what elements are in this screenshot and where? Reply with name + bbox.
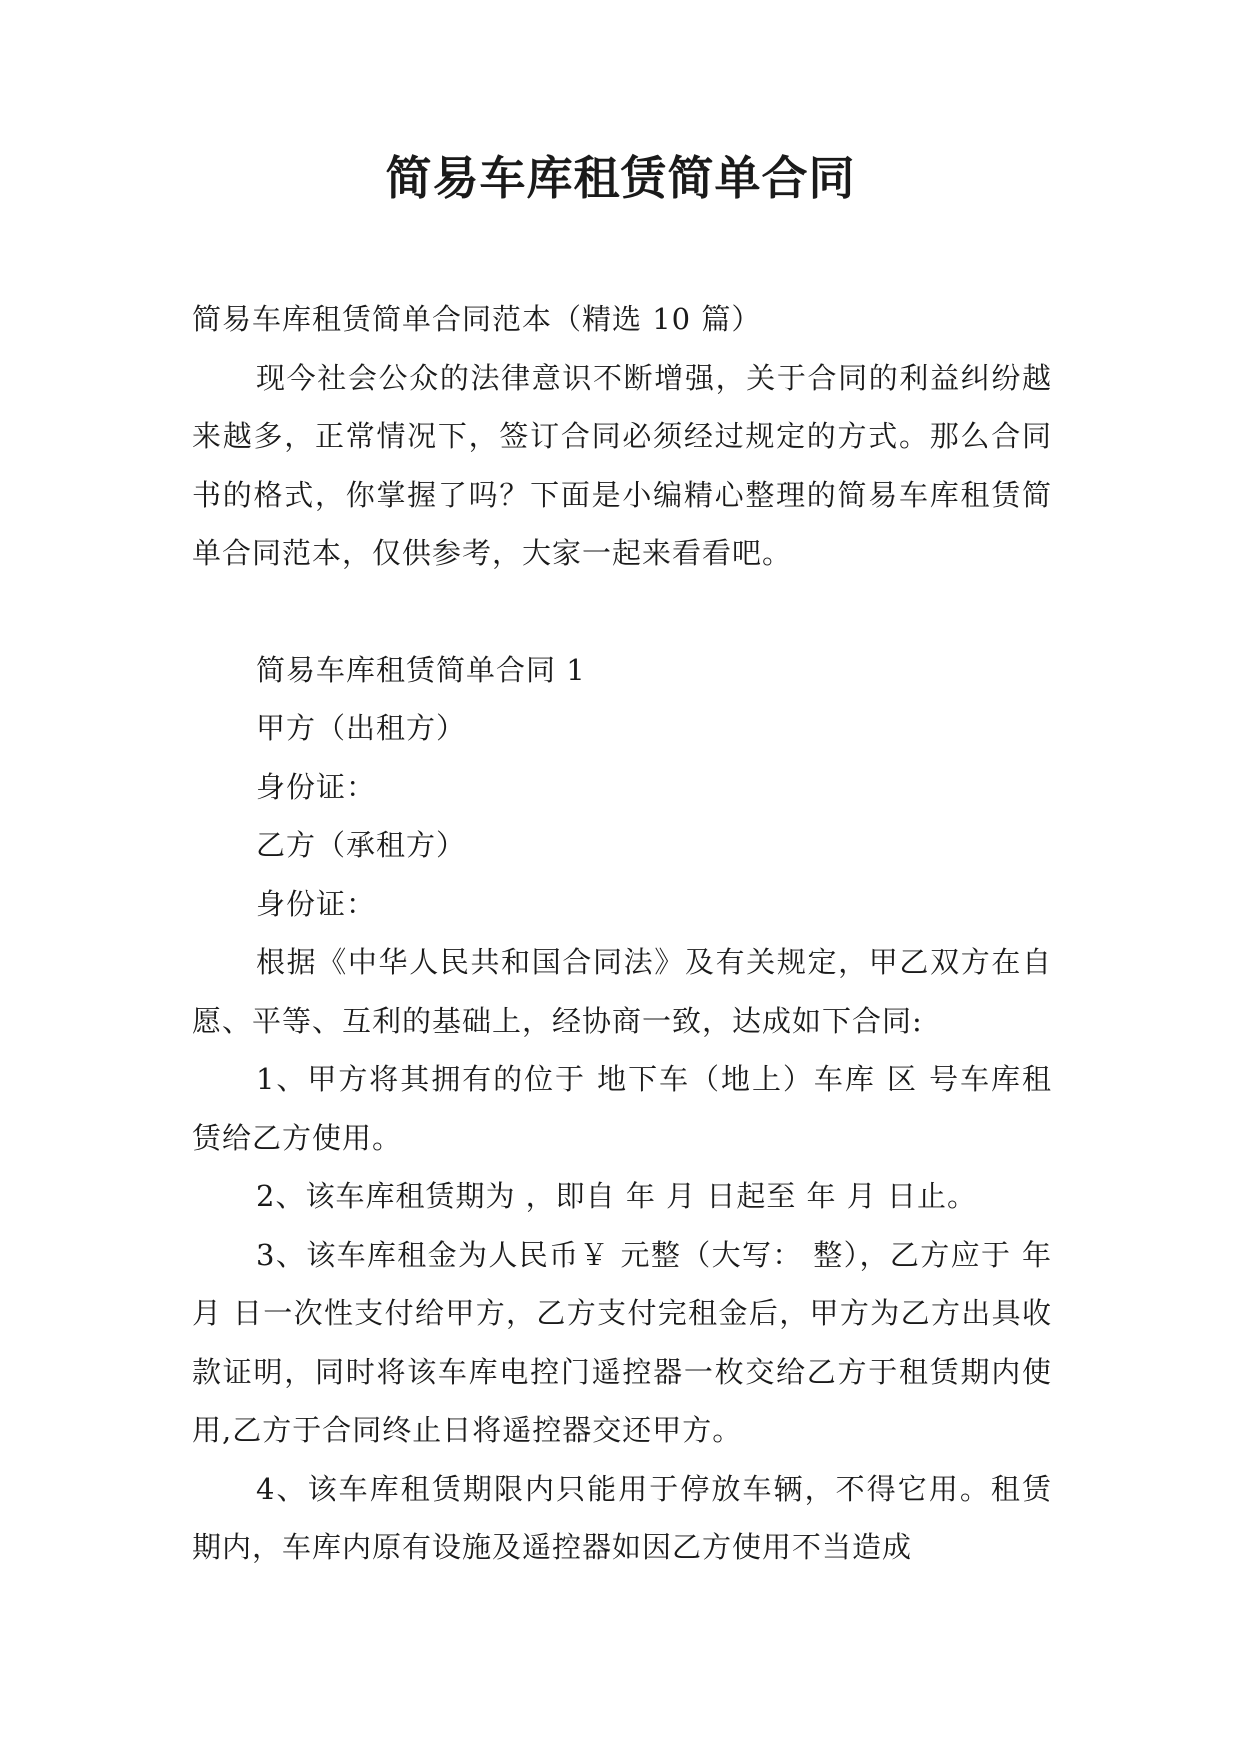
document-body [192, 290, 1052, 1577]
party-a-id-line: 身份证： [256, 769, 377, 804]
clause-paragraph: 1、甲方将其拥有的位于 地下车（地上）车库 区 号车库租赁给乙方使用。 [192, 1062, 1052, 1155]
document-subtitle: 简易车库租赁简单合同范本（精选 10 篇） [192, 302, 762, 336]
party-a-line: 甲方（出租方） [256, 711, 467, 745]
party-b-id-line: 身份证： [256, 886, 377, 921]
paragraph-gap [192, 583, 1052, 641]
section-heading: 简易车库租赁简单合同 1 [256, 652, 586, 687]
clause-paragraph: 2、该车库租赁期为 ，即自 年 月 日起至 年 月 日止。 [256, 1179, 977, 1213]
clause-paragraph: 4、该车库租赁期限内只能用于停放车辆，不得它用。租赁期内，车库内原有设施及遥控器如因乙方使用不当造成 [192, 1471, 1052, 1564]
clause-paragraph: 3、该车库租金为人民币￥ 元整（大写： 整），乙方应于 年 月 日一次性支付给甲方，乙方支付完租金后，甲方为乙方出具收款证明，同时将该车库电控门遥控器一枚交给乙方于租赁期内使用,乙方于合同终止日将遥控器交还甲方。 [192, 1237, 1052, 1447]
preamble-paragraph: 根据《中华人民共和国合同法》及有关规定，甲乙双方在自愿、平等、互利的基础上，经协商一致，达成如下合同: [192, 945, 1052, 1038]
document-title: 简易车库租赁简单合同 [385, 151, 856, 205]
party-b-line: 乙方（承租方） [256, 828, 467, 862]
intro-paragraph: 现今社会公众的法律意识不断增强，关于合同的利益纠纷越来越多，正常情况下，签订合同必须经过规定的方式。那么合同书的格式，你掌握了吗？下面是小编精心整理的简易车库租赁简单合同范本，仅供参考，大家一起来看看吧。 [192, 360, 1052, 570]
